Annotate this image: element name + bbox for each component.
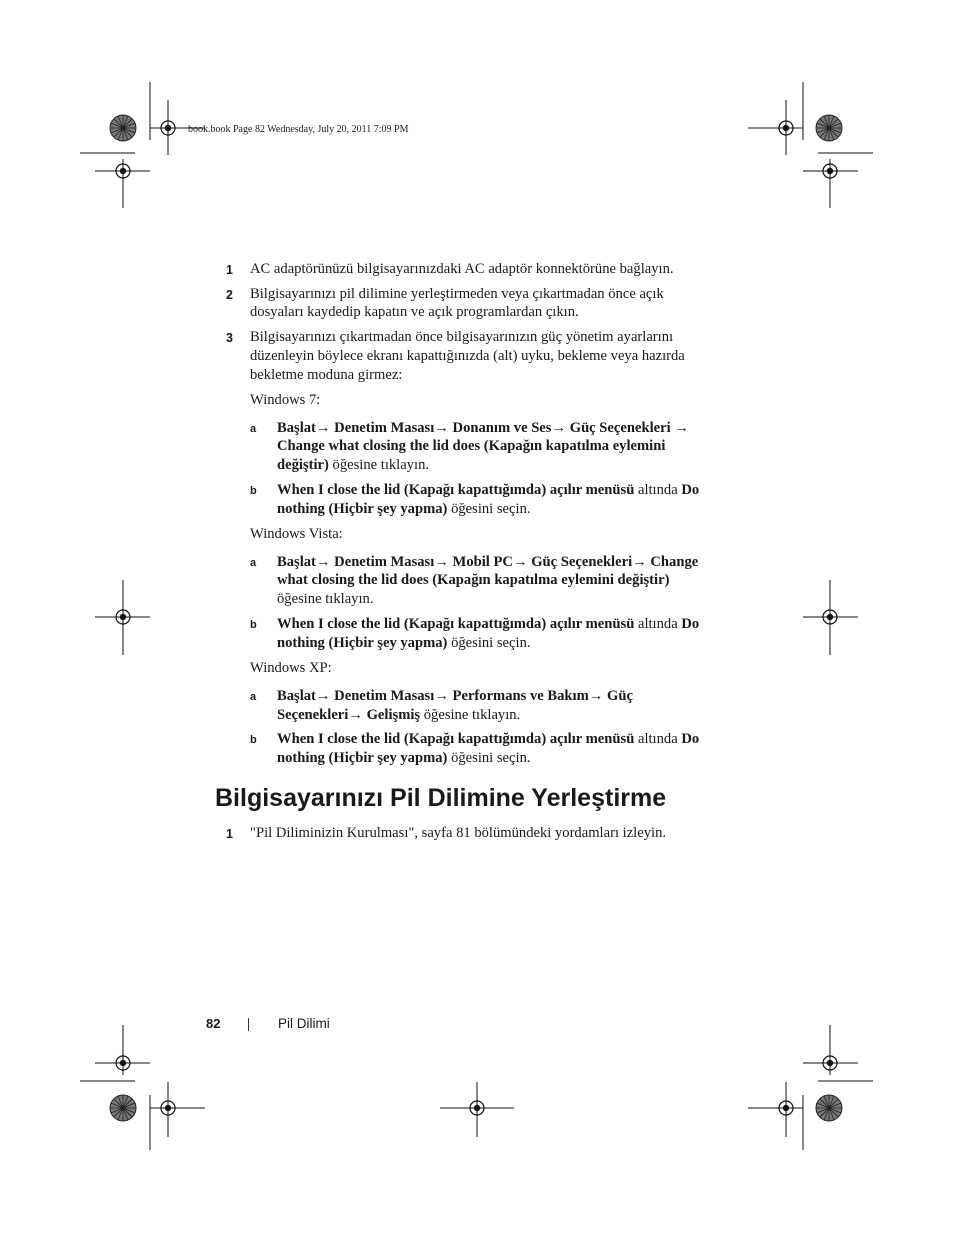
arrow-icon: →	[512, 554, 528, 570]
arrow-icon: →	[434, 554, 449, 570]
os-label: Windows 7:	[250, 392, 321, 408]
page-number: 82	[206, 1016, 221, 1031]
substep-text	[277, 419, 689, 438]
os-label: Windows XP:	[250, 660, 332, 676]
arrow-icon: →	[674, 420, 689, 436]
registration-target-icon	[111, 605, 135, 629]
substep-text	[277, 706, 520, 725]
instruction-text: öğesini seçin.	[451, 501, 531, 517]
substep-letter: b	[250, 734, 257, 746]
menu-path-item: nothing (Hiçbir şey yapma)	[277, 750, 448, 766]
menu-path-item: Güç Seçenekleri	[531, 554, 633, 570]
arrow-icon: →	[632, 554, 647, 570]
menu-path-item: nothing (Hiçbir şey yapma)	[277, 635, 448, 651]
substep-text	[277, 634, 531, 653]
arrow-icon: →	[315, 420, 331, 436]
menu-path-item: When I close the lid (Kapağı kapattığımda) açılır menüsü	[277, 731, 635, 747]
step-text: Bilgisayarınızı çıkartmadan önce bilgisayarınızın güç yönetim ayarlarını	[250, 329, 674, 345]
step-text: bekletme moduna girmez:	[250, 367, 403, 383]
step-text: düzenleyin böylece ekranı kapattığınızda (alt) uyku, bekleme veya hazırda	[250, 348, 685, 364]
registration-target-icon	[818, 1051, 842, 1075]
instruction-text: altında	[637, 482, 678, 498]
menu-path-item: Güç Seçenekleri	[569, 420, 671, 436]
registration-target-icon	[111, 1051, 135, 1075]
registration-target-icon	[465, 1096, 489, 1120]
registration-star-icon	[816, 1095, 842, 1121]
menu-path-item: Denetim Masası	[334, 688, 435, 704]
menu-path-item: Do	[681, 616, 700, 632]
step-text: "Pil Diliminizin Kurulması", sayfa 81 bölümündeki yordamları izleyin.	[250, 825, 667, 841]
registration-target-icon	[774, 1096, 798, 1120]
substep-letter: b	[250, 619, 257, 631]
menu-path-item: Performans ve Bakım	[452, 688, 589, 704]
substep-text	[277, 481, 699, 500]
instruction-text: öğesine tıklayın.	[277, 591, 374, 607]
arrow-icon: →	[315, 554, 331, 570]
menu-path-item: Do	[681, 731, 700, 747]
menu-path-item: When I close the lid (Kapağı kapattığımda) açılır menüsü	[277, 482, 635, 498]
step-number: 1	[226, 827, 233, 841]
substep-text	[277, 615, 699, 634]
substep-letter: a	[250, 423, 257, 435]
registration-star-icon	[110, 1095, 136, 1121]
arrow-icon: →	[315, 688, 331, 704]
menu-path-item: Donanım ve Ses	[452, 420, 552, 436]
menu-path-item: what closing the lid does (Kapağın kapatılma eylemini değiştir)	[277, 572, 670, 588]
registration-target-icon	[156, 116, 180, 140]
substep-letter: b	[250, 485, 257, 497]
substep-text	[277, 749, 531, 768]
registration-star-icon	[816, 115, 842, 141]
menu-path-item: Do	[681, 482, 700, 498]
os-label: Windows Vista:	[250, 526, 343, 542]
menu-path-item: Mobil PC	[452, 554, 513, 570]
substep-letter: a	[250, 691, 257, 703]
step-text: dosyaları kaydedip kapatın ve açık programlardan çıkın.	[250, 304, 579, 320]
chapter-label: Pil Dilimi	[278, 1016, 330, 1031]
step-number: 2	[226, 288, 233, 302]
substep-text	[277, 456, 429, 475]
instruction-text: öğesini seçin.	[451, 635, 531, 651]
arrow-icon: →	[588, 688, 604, 704]
step-number: 3	[226, 331, 233, 345]
step-number: 1	[226, 263, 233, 277]
menu-path-item: Change	[650, 554, 699, 570]
menu-path-item: Seçenekleri	[277, 707, 349, 723]
instruction-text: öğesine tıklayın.	[423, 707, 521, 723]
print-header: book.book Page 82 Wednesday, July 20, 2011 7:09 PM	[188, 124, 409, 135]
instruction-text: öğesine tıklayın.	[332, 457, 430, 473]
arrow-icon: →	[434, 688, 449, 704]
menu-path-item: Denetim Masası	[334, 554, 435, 570]
menu-path-item: Başlat	[277, 554, 316, 570]
arrow-icon: →	[551, 420, 567, 436]
substep-text	[277, 687, 633, 706]
arrow-icon: →	[434, 420, 449, 436]
section-title: Bilgisayarınızı Pil Dilimine Yerleştirme	[215, 784, 667, 812]
registration-target-icon	[818, 605, 842, 629]
menu-path-item: nothing (Hiçbir şey yapma)	[277, 501, 448, 517]
menu-path-item: When I close the lid (Kapağı kapattığımda) açılır menüsü	[277, 616, 635, 632]
step-text: Bilgisayarınızı pil dilimine yerleştirmeden veya çıkartmadan önce açık	[250, 286, 664, 302]
instruction-text: altında	[637, 731, 678, 747]
registration-target-icon	[156, 1096, 180, 1120]
registration-target-icon	[111, 159, 135, 183]
menu-path-item: Denetim Masası	[334, 420, 435, 436]
step-text: AC adaptörünüzü bilgisayarınızdaki AC adaptör konnektörüne bağlayın.	[250, 261, 674, 277]
menu-path-item: Gelişmiş	[366, 707, 421, 723]
arrow-icon: →	[348, 707, 363, 723]
substep-letter: a	[250, 557, 257, 569]
menu-path-item: Change what closing the lid does (Kapağın kapatılma eylemini	[277, 438, 666, 454]
substep-text	[277, 500, 531, 519]
substep-text	[277, 590, 373, 609]
substep-text	[277, 730, 699, 749]
substep-text	[277, 571, 669, 590]
menu-path-item: değiştir)	[277, 457, 329, 473]
menu-path-item: Güç	[606, 688, 633, 704]
registration-star-icon	[110, 115, 136, 141]
footer-divider	[248, 1018, 249, 1031]
registration-target-icon	[774, 116, 798, 140]
instruction-text: altında	[637, 616, 678, 632]
instruction-text: öğesini seçin.	[451, 750, 531, 766]
menu-path-item: Başlat	[277, 688, 316, 704]
registration-target-icon	[818, 159, 842, 183]
menu-path-item: Başlat	[277, 420, 316, 436]
substep-text	[277, 553, 698, 572]
substep-text	[277, 437, 665, 456]
